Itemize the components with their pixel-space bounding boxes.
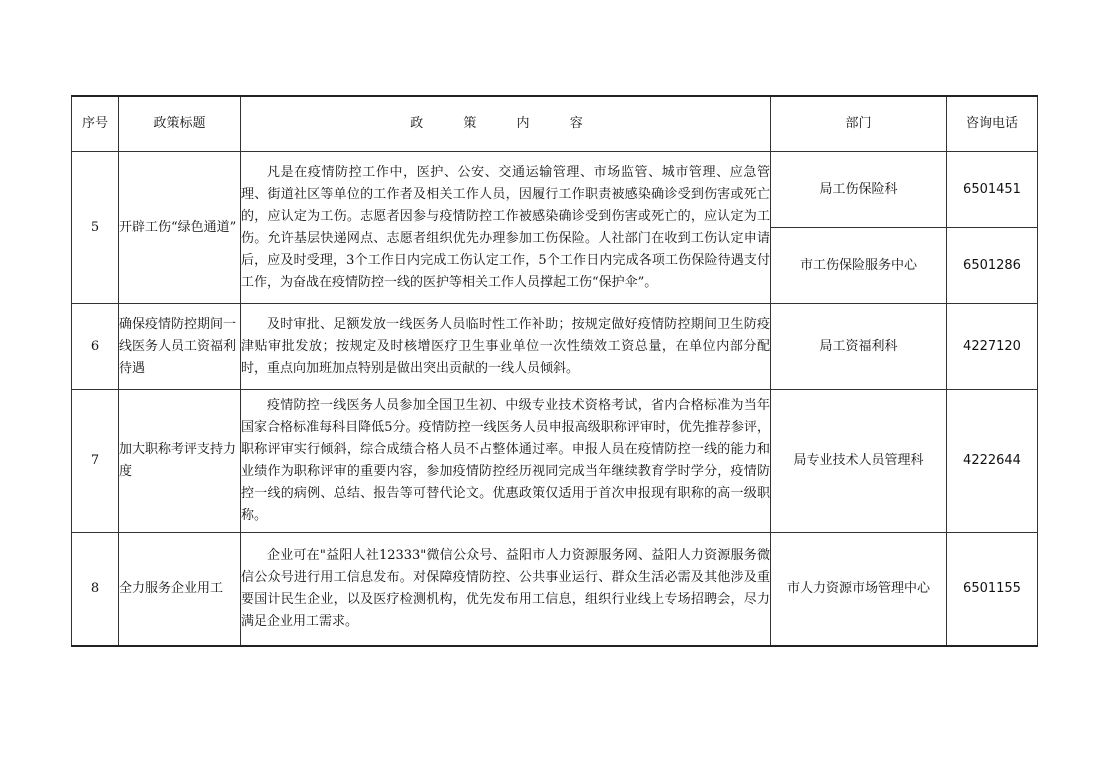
row-num: 8	[72, 533, 119, 646]
row-phone: 4227120	[947, 304, 1038, 390]
row-content-text: 凡是在疫情防控工作中，医护、公安、交通运输管理、市场监管、城市管理、应急管理、街道社区等单位的工作者及相关工作人员，因履行工作职责被感染确诊受到伤害或死亡的，应认定为工伤。志愿者因参与疫情防控工作被感染确诊受到伤害或死亡的，应认定为工伤。允许基层快递网点、志愿者组织优先办理参加工伤保险。人社部门在收到工伤认定申请后，应及时受理，3个工作日内完成工伤认定工作，5个工作日内完成各项工伤保险待遇支付工作，为奋战在疫情防控一线的医护等相关工作人员撑起工伤“保护伞”。	[241, 164, 770, 290]
header-title: 政策标题	[119, 96, 241, 152]
table-row	[72, 304, 1038, 390]
row-phone: 4222644	[947, 390, 1038, 533]
policy-table	[71, 95, 1038, 647]
row-content-text: 企业可在"益阳人社12333"微信公众号、益阳市人力资源服务网、益阳人力资源服务微信公众号进行用工信息发布。对保障疫情防控、公共事业运行、群众生活必需及其他涉及重要国计民生企业，以及医疗检测机构，优先发布用工信息，组织行业线上专场招聘会，尽力满足企业用工需求。	[241, 547, 770, 629]
row-title: 加大职称考评支持力度	[119, 390, 241, 533]
row-dept: 局工伤保险科	[771, 152, 947, 228]
header-dept: 部门	[771, 96, 947, 152]
row-dept: 市人力资源市场管理中心	[771, 533, 947, 646]
row-title: 全力服务企业用工	[119, 533, 241, 646]
row-num: 6	[72, 304, 119, 390]
row-content	[241, 152, 771, 304]
row-title: 开辟工伤“绿色通道”	[119, 152, 241, 304]
row-num: 7	[72, 390, 119, 533]
row-num: 5	[72, 152, 119, 304]
header-num: 序号	[72, 96, 119, 152]
row-content	[241, 390, 771, 533]
header-content: 政 策 内 容	[241, 96, 771, 152]
row-content-text: 及时审批、足额发放一线医务人员临时性工作补助；按规定做好疫情防控期间卫生防疫津贴审批发放；按规定及时核增医疗卫生事业单位一次性绩效工资总量，在单位内部分配时，重点向加班加点特别是做出突出贡献的一线人员倾斜。	[241, 316, 770, 376]
row-title: 确保疫情防控期间一线医务人员工资福利待遇	[119, 304, 241, 390]
row-content	[241, 304, 771, 390]
row-phone: 6501451	[947, 152, 1038, 228]
table-row	[72, 390, 1038, 533]
table-header-row	[72, 96, 1038, 152]
table-row	[72, 533, 1038, 646]
table-row	[72, 152, 1038, 228]
row-phone: 6501155	[947, 533, 1038, 646]
row-phone: 6501286	[947, 228, 1038, 304]
row-dept: 局专业技术人员管理科	[771, 390, 947, 533]
header-phone: 咨询电话	[947, 96, 1038, 152]
row-content-text: 疫情防控一线医务人员参加全国卫生初、中级专业技术资格考试，省内合格标准为当年国家合格标准每科目降低5分。疫情防控一线医务人员申报高级职称评审时，优先推荐参评，职称评审实行倾斜，综合成绩合格人员不占整体通过率。申报人员在疫情防控一线的能力和业绩作为职称评审的重要内容，参加疫情防控经历视同完成当年继续教育学时学分，疫情防控一线的病例、总结、报告等可替代论文。优惠政策仅适用于首次申报现有职称的高一级职称。	[241, 398, 770, 523]
row-dept: 局工资福利科	[771, 304, 947, 390]
row-dept: 市工伤保险服务中心	[771, 228, 947, 304]
row-content	[241, 533, 771, 646]
